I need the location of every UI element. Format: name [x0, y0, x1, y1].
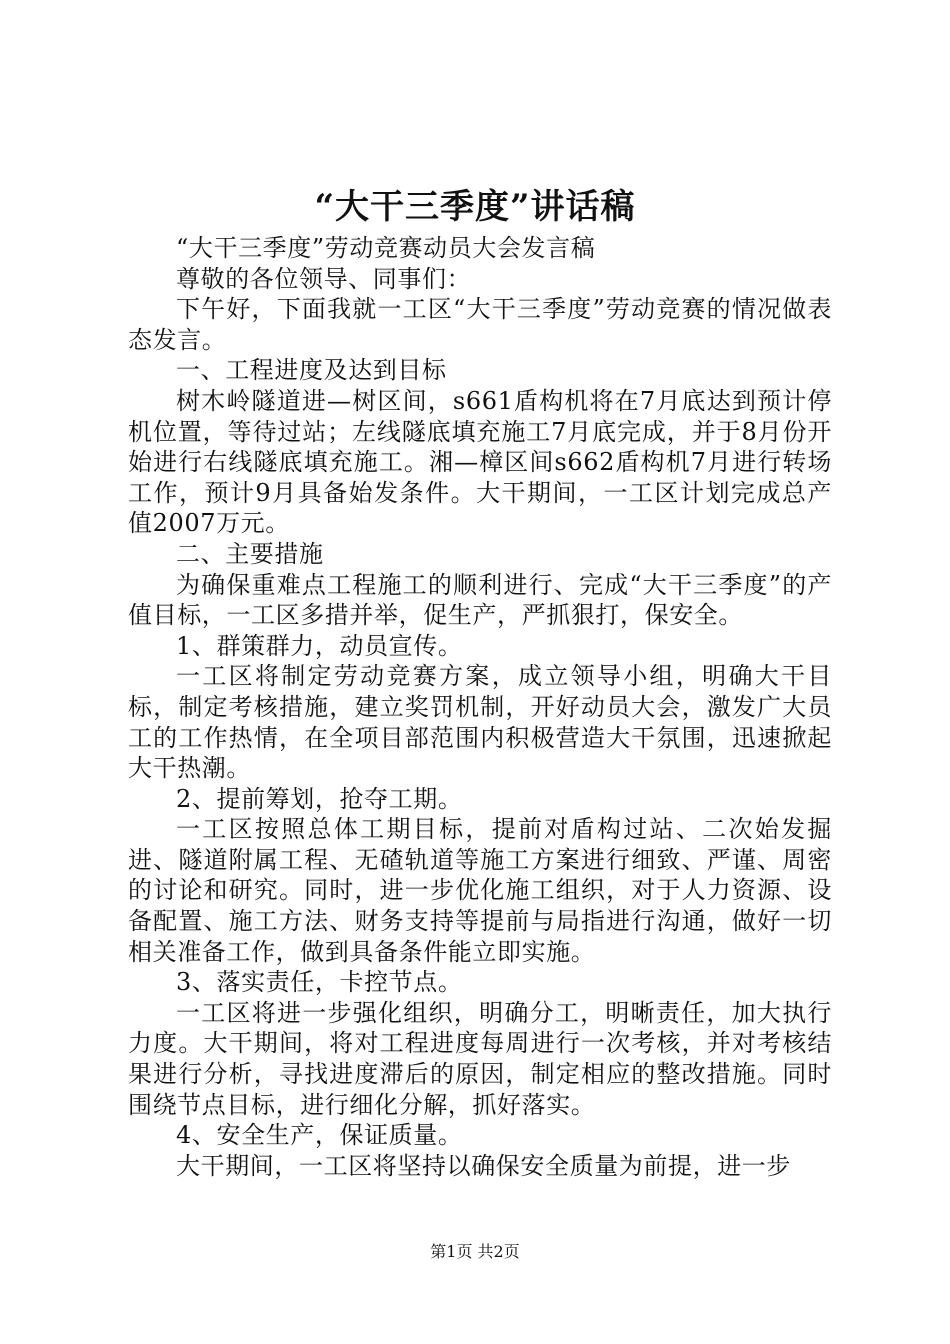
subheading-mobilize: 1、群策群力，动员宣传。	[176, 631, 463, 660]
subheading-responsibility: 3、落实责任，卡控节点。	[176, 968, 463, 997]
paragraph-measures-intro: 为确保重难点工程施工的顺利进行、完成“大干三季度”的产值目标，一工区多措并举，促生产，严抓狠打，保安全。	[128, 570, 832, 630]
document-title: “大干三季度”讲话稿	[314, 187, 636, 227]
document-body	[128, 233, 832, 1181]
subheading-planning: 2、提前筹划，抢夺工期。	[176, 784, 463, 813]
paragraph-greeting: 下午好，下面我就一工区“大干三季度”劳动竞赛的情况做表态发言。	[128, 295, 832, 354]
paragraph-salutation: 尊敬的各位领导、同事们：	[176, 264, 472, 293]
subheading-safety: 4、安全生产，保证质量。	[176, 1121, 463, 1150]
paragraph-planning: 一工区按照总体工期目标，提前对盾构过站、二次始发掘进、隧道附属工程、无碴轨道等施工方案进行细致、严谨、周密的讨论和研究。同时，进一步优化施工组织，对于人力资源、设备配置、施工方法、财务支持等提前与局指进行沟通，做好一切相关准备工作，做到具备条件能立即实施。	[128, 815, 832, 966]
section-heading-measures: 二、主要措施	[176, 539, 324, 568]
paragraph-responsibility: 一工区将进一步强化组织，明确分工，明晰责任，加大执行力度。大干期间，将对工程进度每周进行一次考核，并对考核结果进行分析，寻找进度滞后的原因，制定相应的整改措施。同时围绕节点目标，进行细化分解，抓好落实。	[128, 998, 832, 1119]
paragraph-safety: 大干期间，一工区将坚持以确保安全质量为前提，进一步	[176, 1151, 791, 1180]
page-footer: 第1页 共2页	[430, 1242, 520, 1261]
paragraph-subtitle: “大干三季度”劳动竞赛动员大会发言稿	[176, 234, 596, 262]
section-heading-progress: 一、工程进度及达到目标	[176, 356, 447, 385]
paragraph-mobilize: 一工区将制定劳动竞赛方案，成立领导小组，明确大干目标，制定考核措施，建立奖罚机制，开好动员大会，激发广大员工的工作热情，在全项目部范围内积极营造大干氛围，迅速掀起大干热潮。	[128, 662, 832, 783]
paragraph-progress: 树木岭隧道进—树区间，s661盾构机将在7月底达到预计停机位置，等待过站；左线隧底填充施工7月底完成，并于8月份开始进行右线隧底填充施工。湘—樟区间s662盾构机7月进行转场工作，预计9月具备始发条件。大干期间，一工区计划完成总产值2007万元。	[128, 386, 832, 538]
